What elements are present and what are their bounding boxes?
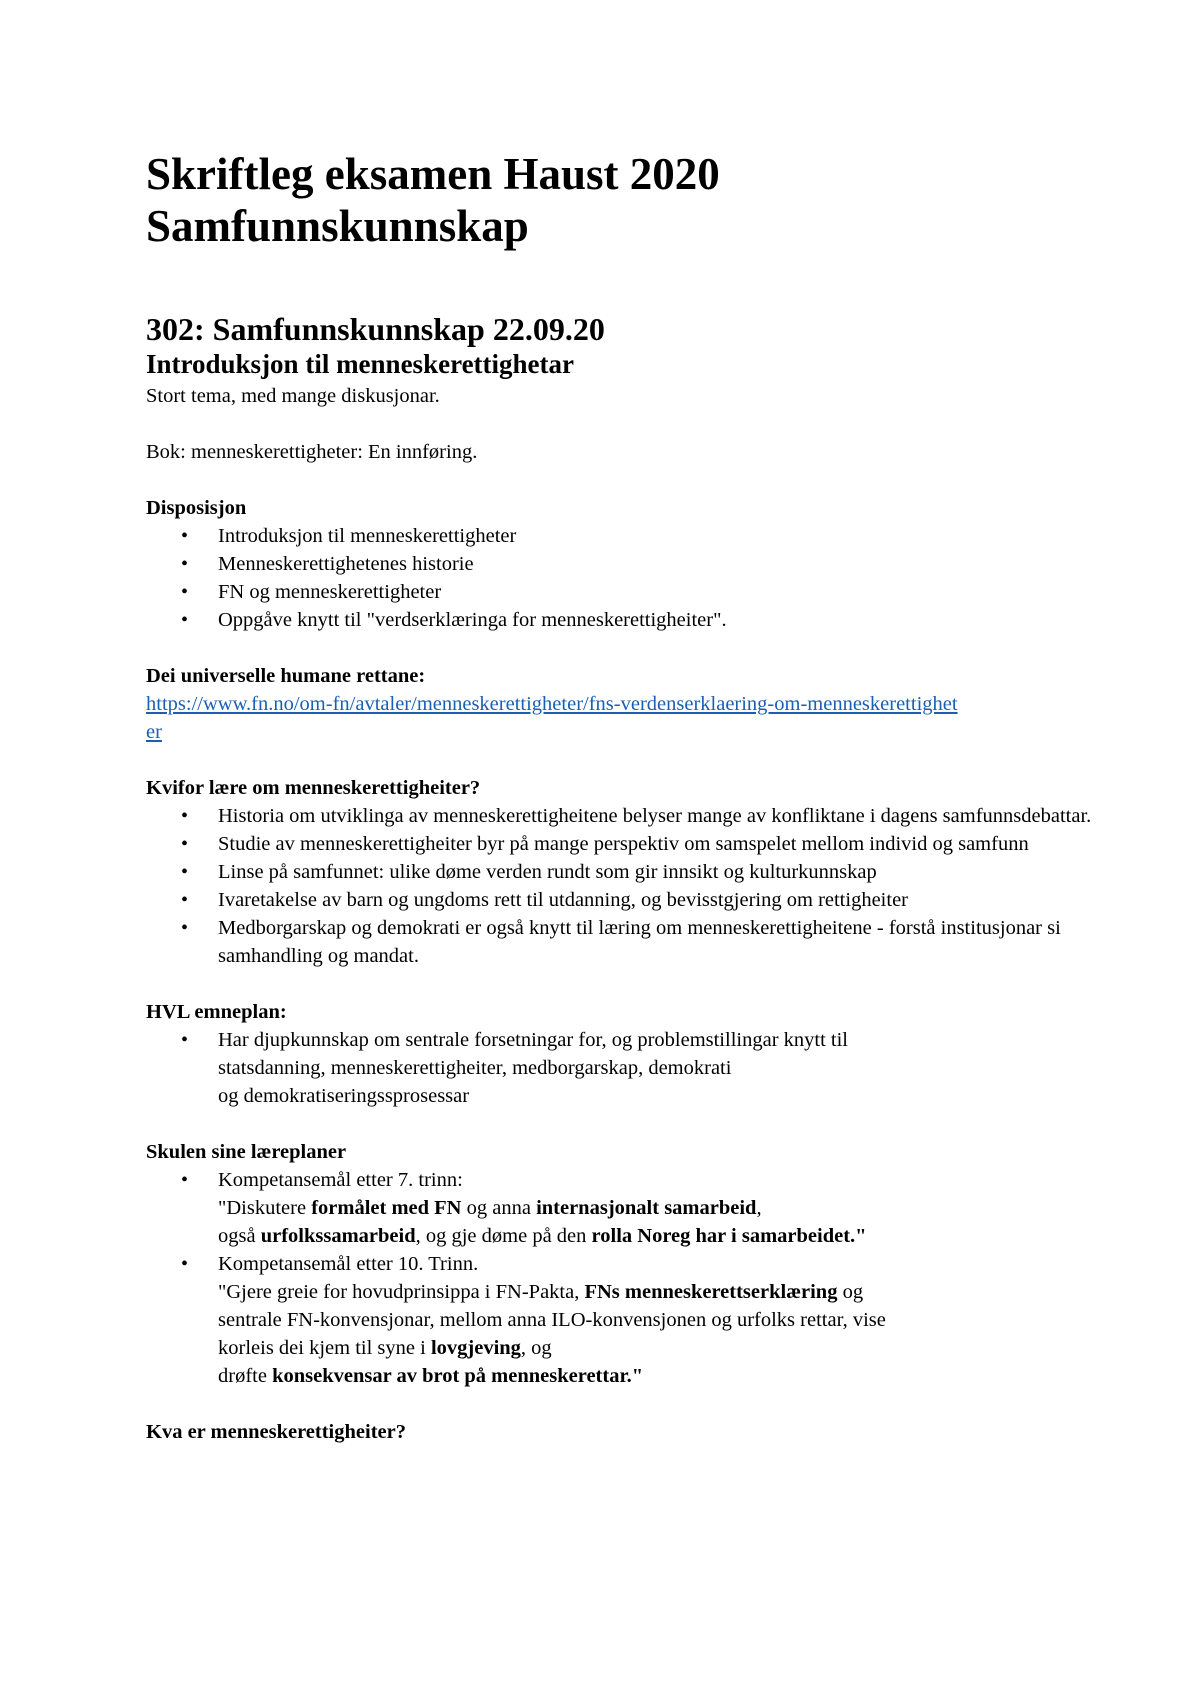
document-title — [146, 148, 1100, 252]
universal-rights-link-para — [146, 690, 966, 746]
hvl-list — [146, 1026, 1100, 1110]
list-item: • Menneskerettighetenes historie — [218, 550, 1100, 578]
quote-text: og anna — [461, 1197, 537, 1219]
quote-text: "Gjere greie for hovudprinsippa i FN-Pakta, — [218, 1281, 585, 1303]
list-item: • Studie av menneskerettigheiter byr på mange perspektiv om samspelet mellom individ og samfunn — [218, 830, 1108, 858]
skulen-heading: Skulen sine læreplaner — [146, 1141, 347, 1163]
quote-text: drøfte — [218, 1365, 273, 1387]
list-item: • Medborgarskap og demokrati er også knytt til læring om menneskerettigheitene - forstå institusjonar si samhandling og mandat. — [218, 914, 1108, 970]
lecture-heading: 302: Samfunnskunnskap 22.09.20 — [146, 311, 605, 347]
competence-10-label: Kompetansemål etter 10. Trinn. — [218, 1253, 479, 1275]
list-item: • Introduksjon til menneskerettigheter — [218, 522, 1100, 550]
quote-text: sentrale FN-konvensjonar, mellom anna ILO-konvensjonen og urfolks rettar, vise — [218, 1309, 886, 1331]
quote-bold: lovgjeving — [430, 1337, 521, 1359]
competence-7-label: Kompetansemål etter 7. trinn: — [218, 1169, 463, 1191]
quote-text: og — [837, 1281, 864, 1303]
kvifor-list — [146, 802, 1108, 970]
quote-text: , — [756, 1197, 762, 1219]
disposisjon-list — [146, 522, 1100, 634]
quote-text: , og gje døme på den — [415, 1225, 592, 1247]
quote-bold: urfolkssamarbeid — [260, 1225, 416, 1247]
quote-bold: FNs menneskerettserklæring — [584, 1281, 838, 1303]
kva-heading: Kva er menneskerettigheiter? — [146, 1421, 406, 1443]
title-line-2: Samfunnskunnskap — [146, 201, 529, 251]
list-item — [218, 1026, 1100, 1110]
quote-text: "Diskutere — [218, 1197, 312, 1219]
universal-rights-link[interactable]: https://www.fn.no/om-fn/avtaler/menneskerettigheter/fns-verdenserklaering-om-menneskerettigheter — [146, 693, 958, 743]
quote-text: , og — [520, 1337, 552, 1359]
quote-text: også — [218, 1225, 261, 1247]
hvl-line-3: og demokratiseringssprosessar — [218, 1085, 470, 1107]
hvl-line-1: Har djupkunnskap om sentrale forsetningar for, og problemstillingar knytt til — [218, 1029, 848, 1051]
hvl-heading: HVL emneplan: — [146, 1001, 287, 1023]
list-item — [218, 1250, 1100, 1390]
list-item: • Historia om utviklinga av menneskerettigheitene belyser mange av konfliktane i dagens samfunnsdebattar. — [218, 802, 1108, 830]
disposisjon-heading: Disposisjon — [146, 497, 247, 519]
title-line-1: Skriftleg eksamen Haust 2020 — [146, 149, 720, 199]
quote-text: korleis dei kjem til syne i — [218, 1337, 431, 1359]
book-text: Bok: menneskerettigheter: En innføring. — [146, 441, 478, 463]
quote-bold: rolla Noreg har i samarbeidet." — [591, 1225, 867, 1247]
list-item: • Ivaretakelse av barn og ungdoms rett til utdanning, og bevisstgjering om rettigheiter — [218, 886, 1108, 914]
list-item: • Linse på samfunnet: ulike døme verden rundt som gir innsikt og kulturkunnskap — [218, 858, 1108, 886]
universal-rights-heading: Dei universelle humane rettane: — [146, 665, 426, 687]
quote-bold: internasjonalt samarbeid — [536, 1197, 757, 1219]
kvifor-heading: Kvifor lære om menneskerettigheiter? — [146, 777, 481, 799]
list-item: • Oppgåve knytt til "verdserklæringa for menneskerettigheiter". — [218, 606, 1100, 634]
quote-bold: konsekvensar av brot på menneskerettar." — [272, 1365, 644, 1387]
list-item — [218, 1166, 1100, 1250]
hvl-line-2: statsdanning, menneskerettigheiter, medborgarskap, demokrati — [218, 1057, 732, 1079]
list-item: • FN og menneskerettigheter — [218, 578, 1100, 606]
skulen-list — [146, 1166, 1100, 1390]
intro-text: Stort tema, med mange diskusjonar. — [146, 385, 440, 407]
intro-heading: Introduksjon til menneskerettighetar — [146, 349, 575, 379]
quote-bold: formålet med FN — [311, 1197, 462, 1219]
